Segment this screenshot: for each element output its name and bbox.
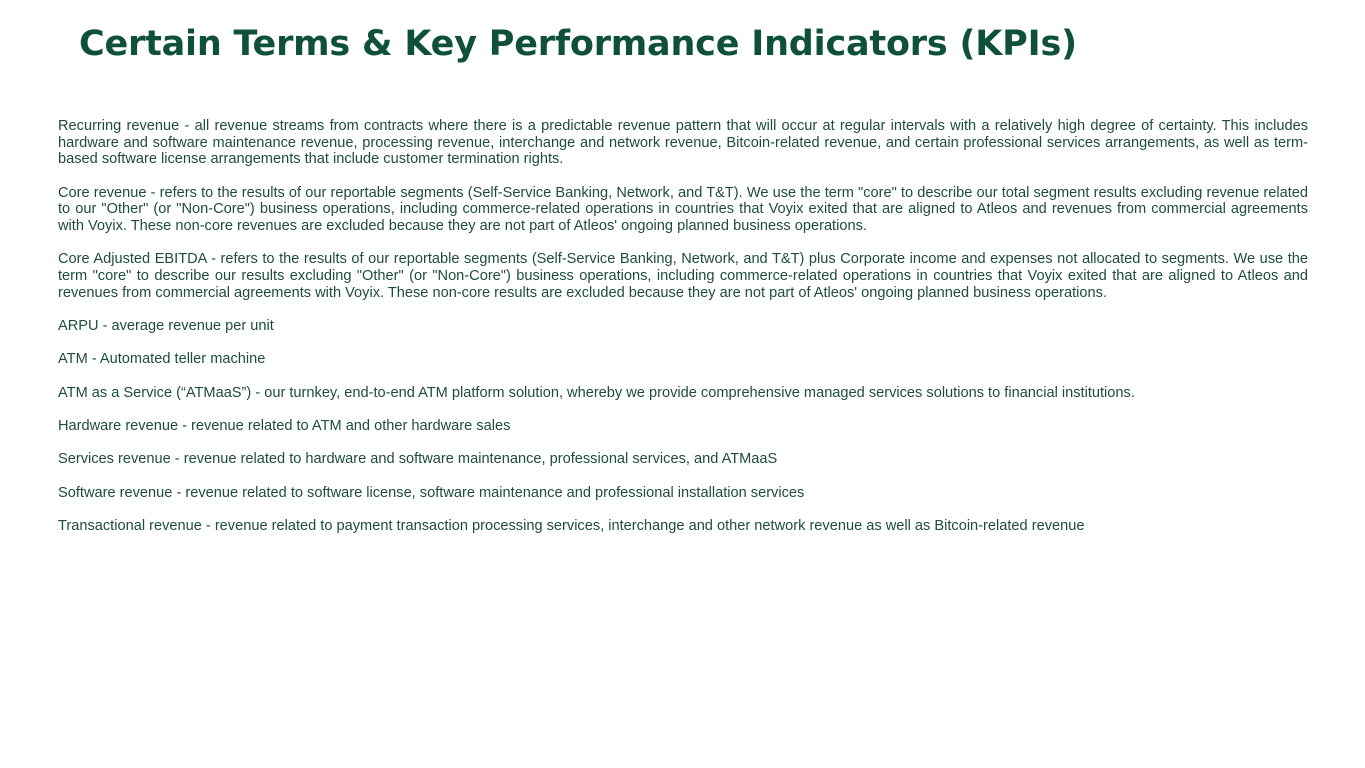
- term-arpu: ARPU - average revenue per unit: [58, 318, 274, 335]
- terms-list: [58, 118, 1308, 551]
- term-recurring-revenue: Recurring revenue - all revenue streams from contracts where there is a predictable revenue pattern that will occur at regular intervals with a relatively high degree of certainty. This includes hardware and software maintenance revenue, processing revenue, interchange and network revenue, Bitcoin-related revenue, and certain professional services arrangements, as well as term-based software license arrangements that include customer termination rights.: [58, 118, 1308, 168]
- term-core-adjusted-ebitda: Core Adjusted EBITDA - refers to the results of our reportable segments (Self-Service Banking, Network, and T&T) plus Corporate income and expenses not allocated to segments. We use the term "core" to describe our results excluding "Other" (or "Non-Core") business operations, including commerce-related operations in countries that Voyix exited that are aligned to Atleos and revenues from commercial agreements with Voyix. These non-core results are excluded because they are not part of Atleos' ongoing planned business operations.: [58, 251, 1308, 301]
- term-services-revenue: Services revenue - revenue related to hardware and software maintenance, professional services, and ATMaaS: [58, 451, 778, 468]
- term-software-revenue: Software revenue - revenue related to software license, software maintenance and professional installation services: [58, 484, 805, 501]
- term-transactional-revenue: Transactional revenue - revenue related to payment transaction processing services, interchange and other network revenue as well as Bitcoin-related revenue: [58, 517, 1085, 534]
- term-core-revenue: Core revenue - refers to the results of our reportable segments (Self-Service Banking, Network, and T&T). We use the term "core" to describe our total segment results excluding revenue related to our "Other" (or "Non-Core") business operations, including commerce-related operations in countries that Voyix exited that are aligned to Atleos and revenues from commercial agreements with Voyix. These non-core revenues are excluded because they are not part of Atleos' ongoing planned business operations.: [58, 184, 1308, 235]
- page-title: Certain Terms & Key Performance Indicators (KPIs): [79, 24, 1077, 64]
- term-atmaas: ATM as a Service (“ATMaaS”) - our turnkey, end-to-end ATM platform solution, whereby we provide comprehensive managed services solutions to financial institutions.: [58, 384, 1135, 401]
- term-atm: ATM - Automated teller machine: [58, 351, 266, 368]
- term-hardware-revenue: Hardware revenue - revenue related to ATM and other hardware sales: [58, 418, 511, 434]
